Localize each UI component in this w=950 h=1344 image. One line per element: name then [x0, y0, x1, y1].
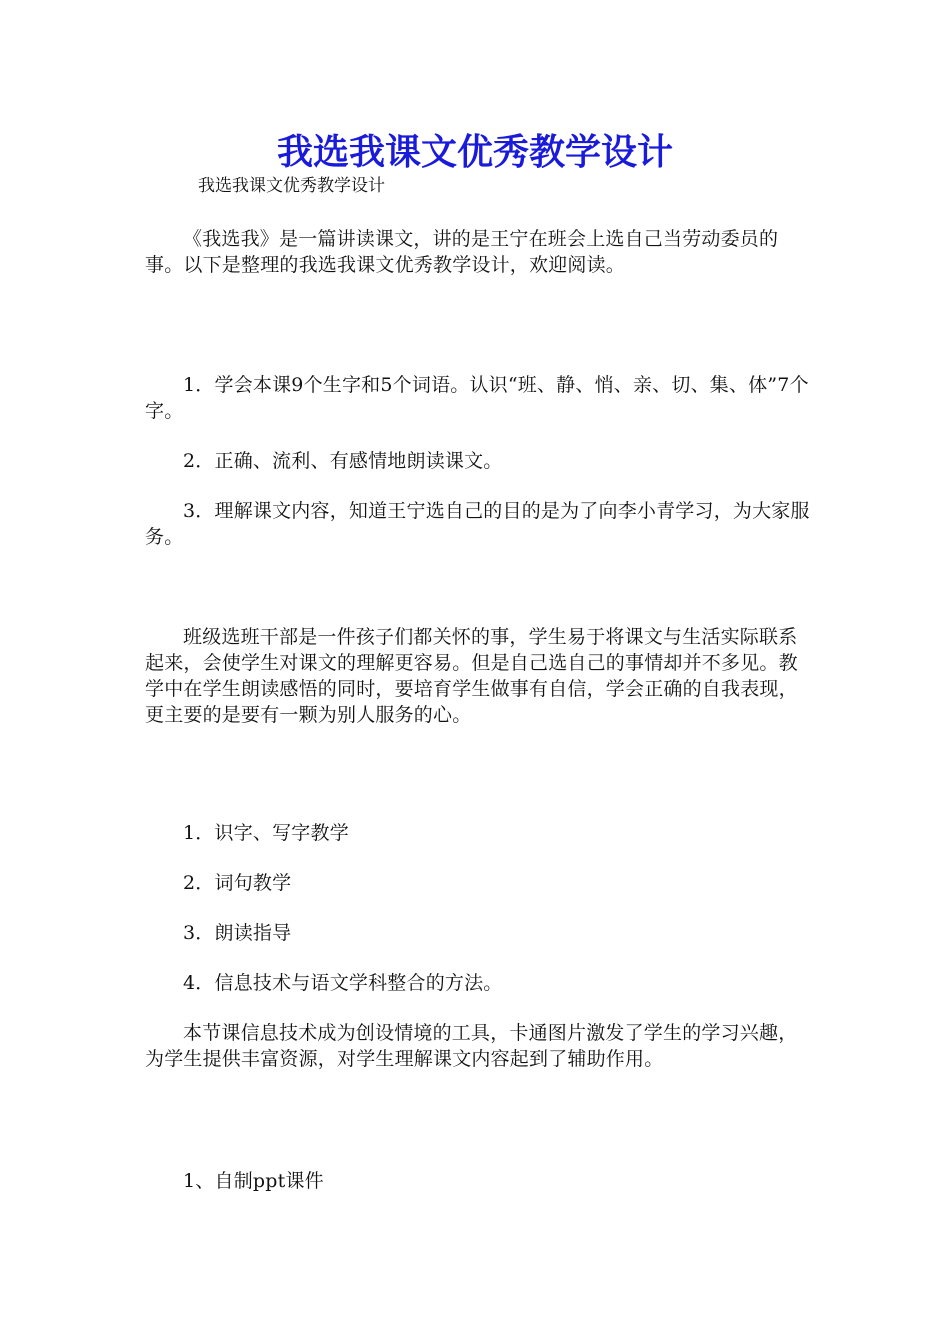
- document-title: 我选我课文优秀教学设计: [276, 131, 673, 173]
- intro-paragraph: 《我选我》是一篇讲读课文，讲的是王宁在班会上选自己当劳动委员的事。以下是整理的我选我课文优秀教学设计，欢迎阅读。: [145, 228, 779, 276]
- material-item: 1、自制ppt课件: [183, 1170, 324, 1192]
- key-point-item: 4．信息技术与语文学科整合的方法。: [183, 972, 503, 994]
- analysis-paragraph: 班级选班干部是一件孩子们都关怀的事，学生易于将课文与生活实际联系起来，会使学生对课文的理解更容易。但是自己选自己的事情却并不多见。教学中在学生朗读感悟的同时，要培育学生做事有自信，学会正确的自我表现，更主要的是要有一颗为别人服务的心。: [145, 626, 798, 726]
- objective-item: 3．理解课文内容，知道王宁选自己的目的是为了向李小青学习，为大家服务。: [145, 500, 810, 548]
- key-point-item: 3．朗读指导: [183, 922, 292, 944]
- key-point-item: 1．识字、写字教学: [183, 822, 349, 844]
- objective-item: 1．学会本课9个生字和5个词语。认识“班、静、悄、亲、切、集、体”7个字。: [145, 374, 809, 422]
- objective-item: 2．正确、流利、有感情地朗读课文。: [183, 450, 503, 472]
- key-point-item: 2．词句教学: [183, 872, 292, 894]
- tech-note-paragraph: 本节课信息技术成为创设情境的工具，卡通图片激发了学生的学习兴趣，为学生提供丰富资源，对学生理解课文内容起到了辅助作用。: [145, 1022, 798, 1070]
- document-subtitle: 我选我课文优秀教学设计: [198, 176, 385, 196]
